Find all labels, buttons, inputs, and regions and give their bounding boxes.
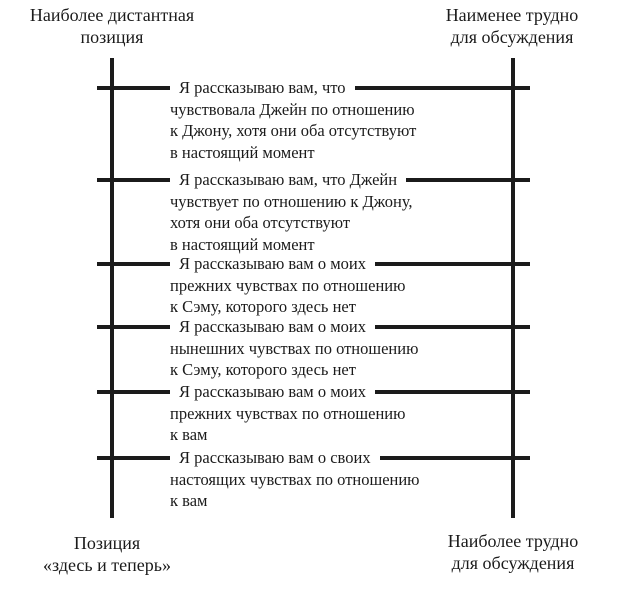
statement-line: к вам [170,491,208,510]
statement-line: к Джону, хотя они оба отсутствуют [170,121,417,140]
label-line: «здесь и теперь» [43,555,171,575]
rung-5-text [170,381,405,446]
label-here-and-now-position [7,532,207,576]
statement-line: в настоящий момент [170,234,315,254]
rung-6-text [170,447,420,512]
label-least-difficult-to-discuss [412,4,612,48]
statement-line: к Сэму, которого здесь нет [170,360,356,379]
label-line: для обсуждения [450,27,574,47]
statement-line: Я рассказываю вам о моих [170,254,375,273]
label-line: Позиция [73,533,141,553]
label-most-distant-position [12,4,212,48]
statement-line: прежних чувствах по отношению [170,403,406,423]
statement-line: чувствовала Джейн по отношению [170,99,415,119]
statement-line: Я рассказываю вам о моих [170,317,375,336]
statement-line: настоящих чувствах по отношению [170,469,420,489]
statement-line: хотя они оба отсутствуют [170,213,351,232]
label-line: Наиболее дистантная [29,5,195,25]
statement-line: к вам [170,425,208,444]
statement-line: Я рассказываю вам, что [170,78,355,97]
label-most-difficult-to-discuss [413,530,613,574]
statement-line: Я рассказываю вам, что Джейн [170,170,406,189]
right-axis-line [511,58,515,518]
label-line: позиция [80,27,144,47]
rung-2-text [170,169,413,255]
rung-3-text [170,253,405,318]
rung-1-text [170,77,416,163]
left-axis-line [110,58,114,518]
statement-line: прежних чувствах по отношению [170,275,406,295]
label-line: для обсуждения [451,553,575,573]
statement-line: нынешних чувствах по отношению [170,338,419,358]
statement-line: чувствует по отношению к Джону, [170,191,413,211]
statement-line: Я рассказываю вам о своих [170,448,380,467]
statement-line: к Сэму, которого здесь нет [170,297,356,316]
rung-4-text [170,316,418,381]
label-line: Наименее трудно [445,5,579,25]
label-line: Наиболее трудно [447,531,579,551]
statement-line: в настоящий момент [170,142,315,162]
statement-line: Я рассказываю вам о моих [170,382,375,401]
